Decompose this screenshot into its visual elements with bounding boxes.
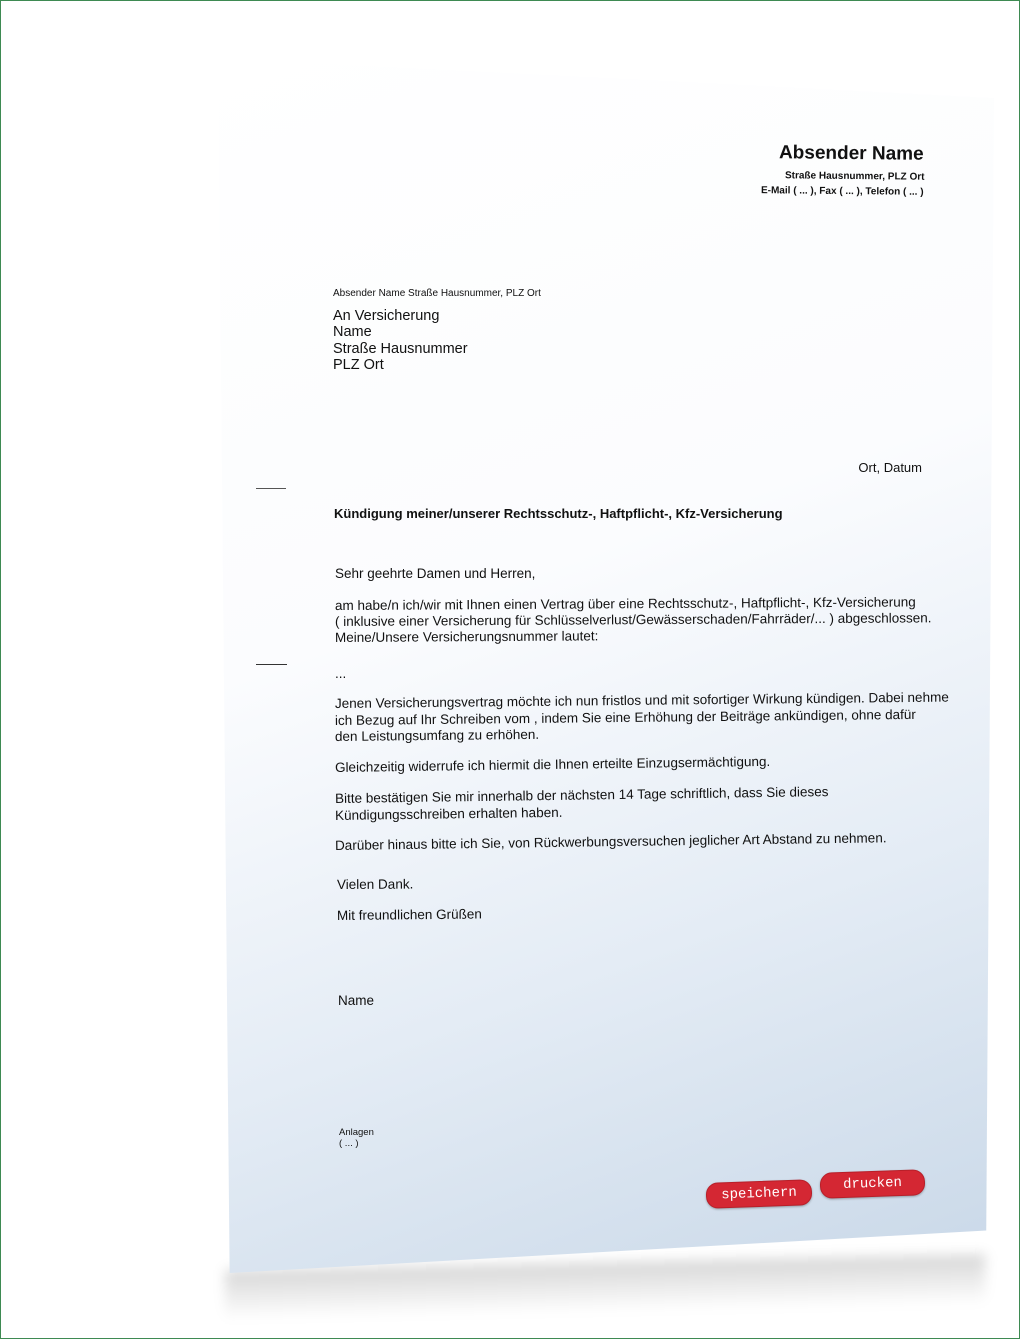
paragraph-1-line-3: Meine/Unsere Versicherungsnummer lautet: (334, 628, 599, 645)
paragraph-4-line-2: Kündigungsschreiben erhalten haben. (334, 804, 563, 823)
paragraph-5: Darüber hinaus bitte ich Sie, von Rückwerbungsversuchen jeglicher Art Abstand zu nehmen. (334, 830, 887, 853)
salutation: Sehr geehrte Damen und Herren, (335, 566, 536, 581)
sender-name: Absender Name (779, 142, 925, 165)
attachments-label: Anlagen (339, 1127, 374, 1138)
print-button[interactable]: drucken (820, 1169, 926, 1199)
fold-mark-top (256, 488, 286, 489)
recipient-line-4: PLZ Ort (333, 357, 384, 373)
paragraph-1-line-2: ( inklusive einer Versicherung für Schlüsselverlust/Gewässerschaden/Fahrräder/... ) abgeschlossen. (334, 610, 932, 629)
paragraph-1-line-1: am habe/n ich/wir mit Ihnen einen Vertrag über eine Rechtsschutz-, Haftpflicht-, Kfz-Versicherung (334, 594, 916, 613)
recipient-line-3: Straße Hausnummer (333, 341, 468, 357)
attachments-value: ( ... ) (339, 1138, 359, 1149)
paragraph-2-line-3: den Leistungsumfang zu erhöhen. (334, 726, 540, 744)
paragraph-2-line-2: ich Bezug auf Ihr Schreiben vom , indem Sie eine Erhöhung der Beiträge ankündigen, ohne dafür (334, 706, 916, 728)
recipient-line-1: An Versicherung (333, 308, 440, 324)
thanks-line: Vielen Dank. (336, 876, 414, 892)
subject-line: Kündigung meiner/unserer Rechtsschutz-, Haftpflicht-, Kfz-Versicherung (334, 506, 783, 521)
paragraph-4-line-1: Bitte bestätigen Sie mir innerhalb der nächsten 14 Tage schriftlich, dass Sie dieses (334, 784, 829, 806)
fold-mark-middle (256, 664, 287, 665)
return-address: Absender Name Straße Hausnummer, PLZ Ort (333, 288, 541, 299)
signature-name: Name (338, 993, 375, 1008)
sender-contact: E-Mail ( ... ), Fax ( ... ), Telefon ( ... ) (761, 185, 925, 198)
paragraph-2-line-1: Jenen Versicherungsvertrag möchte ich nun fristlos und mit sofortiger Wirkung kündigen. Dabei nehme (334, 689, 949, 711)
recipient-line-2: Name (333, 324, 372, 340)
date-line: Ort, Datum (858, 460, 922, 475)
paragraph-3: Gleichzeitig widerrufe ich hiermit die Ihnen erteilte Einzugsermächtigung. (334, 753, 771, 775)
save-button[interactable]: speichern (706, 1179, 813, 1209)
paragraph-1-line-4: ... (335, 666, 347, 681)
closing-line: Mit freundlichen Grüßen (336, 906, 482, 923)
sender-street: Straße Hausnummer, PLZ Ort (784, 170, 925, 183)
